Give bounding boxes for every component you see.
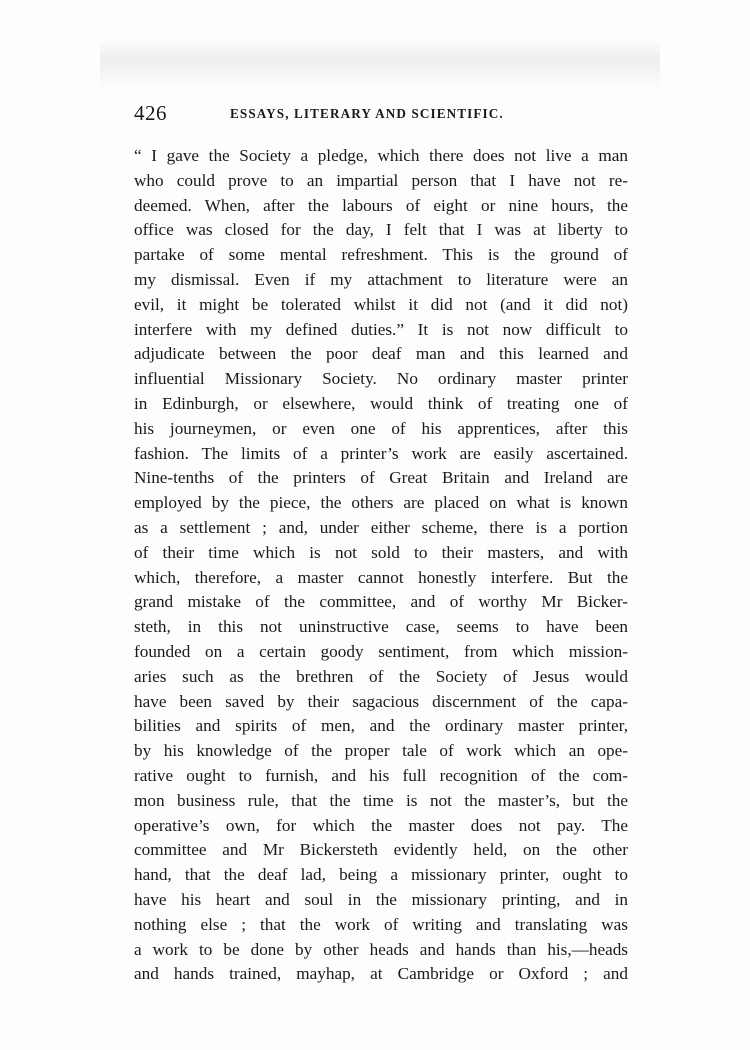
- text-line: adjudicate between the poor deaf man and this learned and: [134, 344, 628, 364]
- text-line: have been saved by their sagacious discernment of the capa-: [134, 691, 628, 711]
- text-line: in Edinburgh, or elsewhere, would think of treating one of: [134, 393, 628, 413]
- scan-smudge: [100, 40, 660, 90]
- text-line: rative ought to furnish, and his full recognition of the com-: [134, 765, 628, 785]
- text-line: employed by the piece, the others are placed on what is known: [134, 493, 628, 513]
- text-line: deemed. When, after the labours of eight or nine hours, the: [134, 195, 628, 215]
- text-line: his journeymen, or even one of his apprentices, after this: [134, 418, 628, 438]
- text-line: of their time which is not sold to their masters, and with: [134, 542, 628, 562]
- text-line: and hands trained, mayhap, at Cambridge or Oxford ; and: [134, 964, 628, 984]
- text-line: mon business rule, that the time is not the master’s, but the: [134, 790, 628, 810]
- text-line: evil, it might be tolerated whilst it did not (and it did not): [134, 294, 628, 314]
- page-number: 426: [134, 101, 167, 125]
- text-line: hand, that the deaf lad, being a missionary printer, ought to: [134, 865, 628, 885]
- text-line: as a settlement ; and, under either scheme, there is a portion: [134, 517, 628, 537]
- text-line: operative’s own, for which the master does not pay. The: [134, 815, 628, 835]
- text-line: influential Missionary Society. No ordinary master printer: [134, 369, 628, 389]
- text-line: interfere with my defined duties.” It is not now difficult to: [134, 319, 628, 339]
- text-line: grand mistake of the committee, and of worthy Mr Bicker-: [134, 592, 628, 612]
- text-line: a work to be done by other heads and hands than his,—heads: [134, 939, 628, 959]
- body-text: [134, 144, 628, 987]
- running-head: ESSAYS, LITERARY AND SCIENTIFIC.: [230, 106, 504, 121]
- text-line: which, therefore, a master cannot honestly interfere. But the: [134, 567, 628, 587]
- text-line: have his heart and soul in the missionary printing, and in: [134, 889, 628, 909]
- text-line: by his knowledge of the proper tale of work which an ope-: [134, 741, 628, 761]
- text-line: aries such as the brethren of the Society of Jesus would: [134, 666, 628, 686]
- text-line: Nine-tenths of the printers of Great Britain and Ireland are: [134, 468, 628, 488]
- text-line: bilities and spirits of men, and the ordinary master printer,: [134, 716, 628, 736]
- text-line: fashion. The limits of a printer’s work are easily ascertained.: [134, 443, 628, 463]
- text-line: nothing else ; that the work of writing and translating was: [134, 914, 628, 934]
- text-line: who could prove to an impartial person that I have not re-: [134, 170, 628, 190]
- text-line: partake of some mental refreshment. This is the ground of: [134, 245, 628, 265]
- text-line: committee and Mr Bickersteth evidently held, on the other: [134, 840, 628, 860]
- text-line: “ I gave the Society a pledge, which there does not live a man: [134, 146, 628, 165]
- text-line: my dismissal. Even if my attachment to literature were an: [134, 269, 628, 289]
- page-header: [134, 101, 634, 125]
- text-line: steth, in this not uninstructive case, seems to have been: [134, 617, 628, 637]
- text-line: founded on a certain goody sentiment, from which mission-: [134, 641, 628, 661]
- text-line: office was closed for the day, I felt that I was at liberty to: [134, 220, 628, 240]
